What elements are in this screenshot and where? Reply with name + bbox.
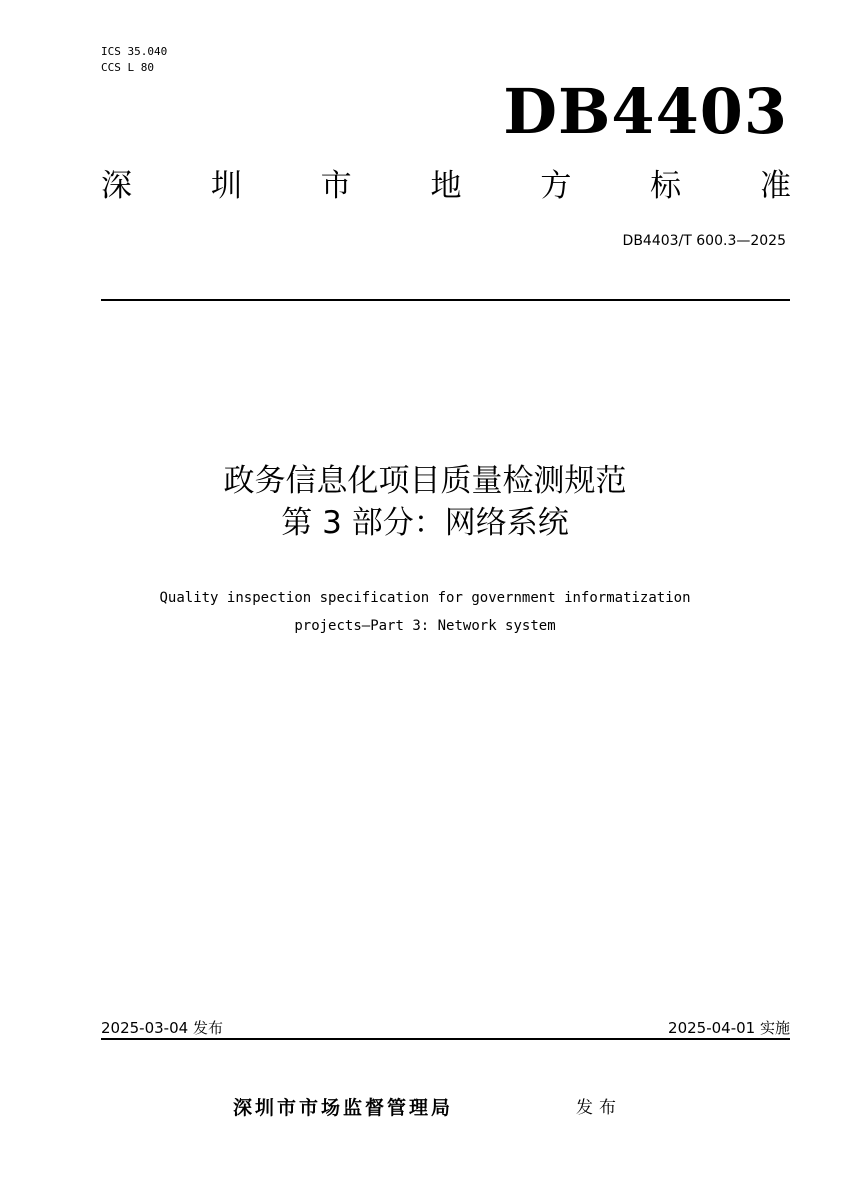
issuing-action: 发布 bbox=[576, 1098, 622, 1118]
bottom-divider bbox=[101, 1038, 790, 1040]
standard-type-char: 圳 bbox=[210, 168, 242, 204]
chinese-title bbox=[0, 460, 850, 544]
chinese-title-line: 政务信息化项目质量检测规范 bbox=[223, 463, 627, 499]
issue-date: 2025-03-04 发布 bbox=[101, 1019, 223, 1037]
standard-type-char: 标 bbox=[650, 168, 682, 204]
standard-type-char: 方 bbox=[540, 168, 572, 204]
top-divider bbox=[101, 299, 790, 301]
english-title-line: projects—Part 3: Network system bbox=[294, 618, 556, 634]
standard-type bbox=[101, 164, 791, 208]
standard-type-char: 深 bbox=[101, 168, 132, 204]
ccs-code: CCS L 80 bbox=[101, 61, 154, 74]
db-mark: DB4403 bbox=[503, 75, 788, 148]
classification-codes bbox=[101, 44, 167, 76]
english-title bbox=[0, 584, 850, 640]
chinese-title-line: 第 3 部分：网络系统 bbox=[281, 505, 569, 541]
date-row bbox=[101, 1017, 790, 1039]
implementation-date: 2025-04-01 实施 bbox=[668, 1019, 790, 1037]
standard-type-char: 市 bbox=[320, 168, 352, 204]
standard-type-char: 地 bbox=[430, 168, 462, 204]
standard-number: DB4403/T 600.3—2025 bbox=[622, 233, 786, 249]
ics-code: ICS 35.040 bbox=[101, 45, 168, 58]
standard-type-char: 准 bbox=[759, 168, 791, 204]
issuing-authority: 深圳市市场监督管理局 bbox=[233, 1097, 454, 1119]
english-title-line: Quality inspection specification for government informatization bbox=[159, 590, 691, 606]
